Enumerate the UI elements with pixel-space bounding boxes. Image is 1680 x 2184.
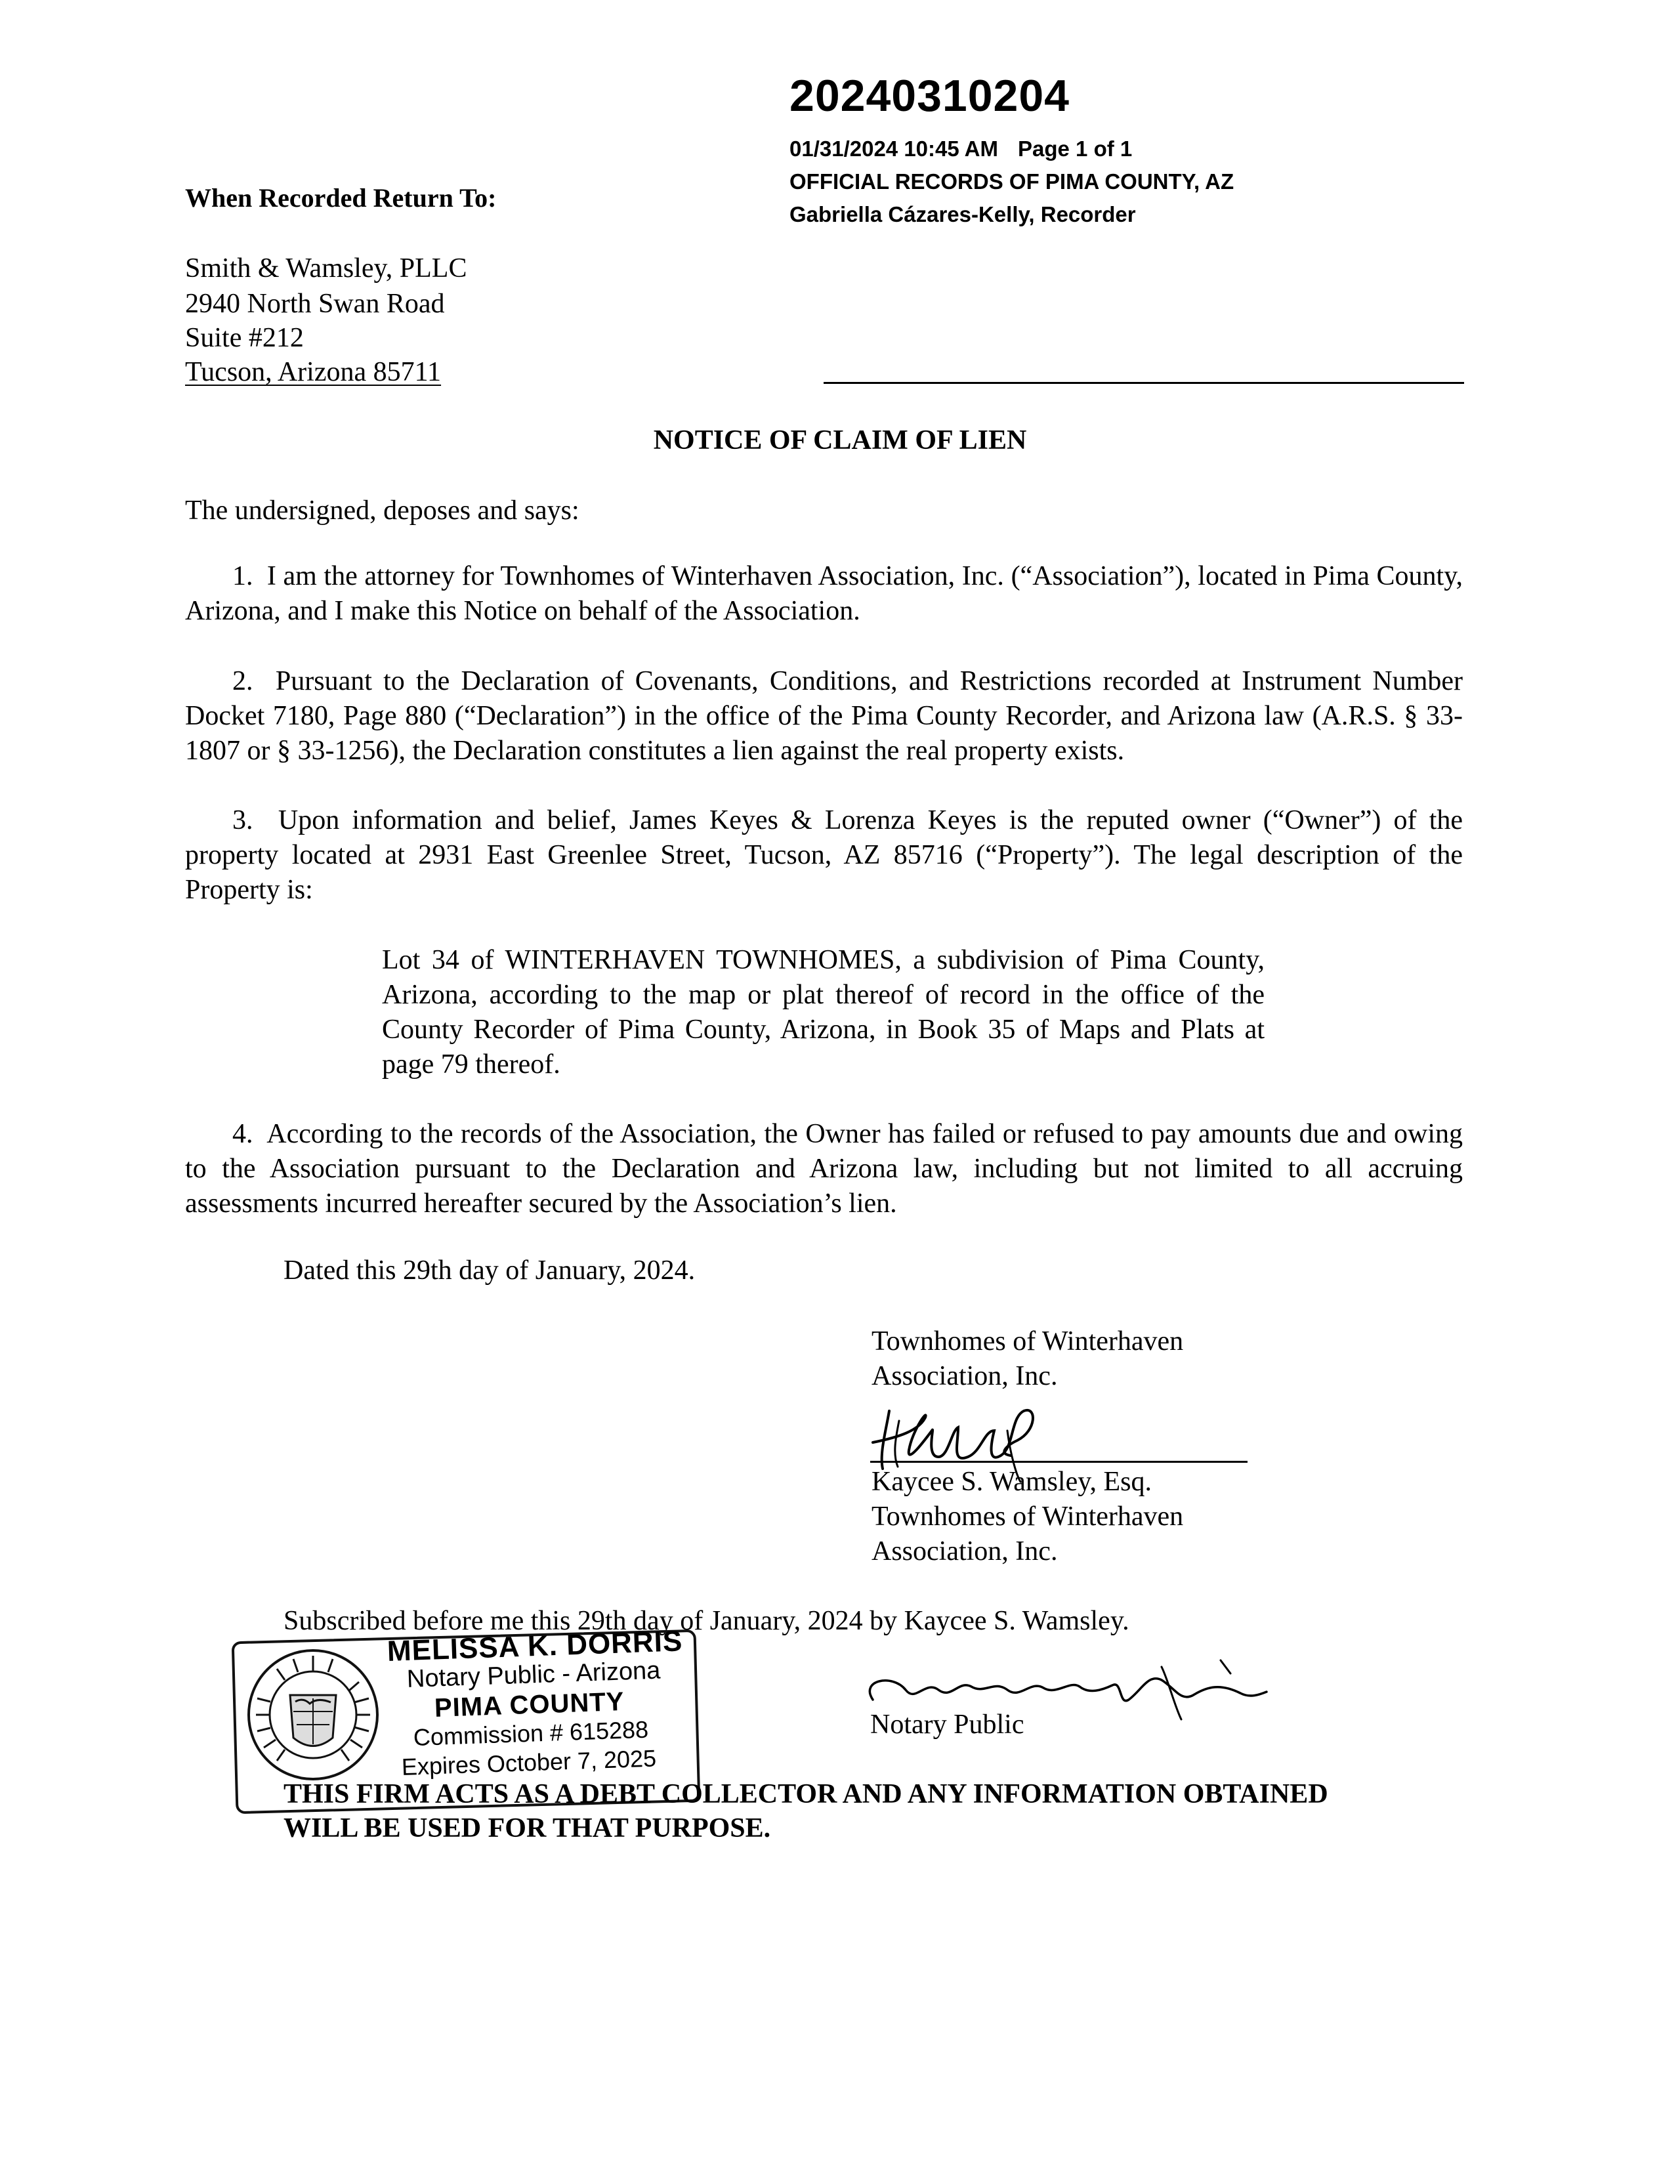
debt-collector-notice bbox=[284, 1777, 1328, 1845]
signatory-role-line: Association, Inc. bbox=[872, 1536, 1058, 1566]
debt-notice-line: THIS FIRM ACTS AS A DEBT COLLECTOR AND ANY INFORMATION OBTAINED bbox=[284, 1779, 1328, 1809]
header-divider bbox=[824, 382, 1464, 384]
stamp-county: PIMA COUNTY bbox=[434, 1687, 625, 1723]
paragraph-text: Upon information and belief, James Keyes & Lorenza Keyes is the reputed owner (“Owner”) of the property located at 2931 East Greenlee Street, Tucson, AZ 85716 (“Property”). The legal description of the Property is: bbox=[185, 805, 1463, 905]
recording-office: OFFICIAL RECORDS OF PIMA COUNTY, AZ bbox=[789, 169, 1234, 194]
intro-text: The undersigned, deposes and says: bbox=[185, 495, 579, 526]
signatory-role-line: Townhomes of Winterhaven bbox=[872, 1502, 1184, 1532]
subscribed-statement: Subscribed before me this 29th day of January, 2024 by Kaycee S. Wamsley. bbox=[284, 1606, 1129, 1636]
signatory-name: Kaycee S. Wamsley, Esq. bbox=[872, 1467, 1152, 1497]
paragraph-text: I am the attorney for Townhomes of Winterhaven Association, Inc. (“Association”), located in Pima County, Arizona, and I make this Notice on behalf of the Association. bbox=[185, 561, 1463, 626]
recording-recorder: Gabriella Cázares-Kelly, Recorder bbox=[789, 202, 1136, 226]
notary-public-label: Notary Public bbox=[870, 1710, 1024, 1740]
stamp-commission: Commission # 615288 bbox=[413, 1715, 649, 1751]
paragraph-2 bbox=[185, 664, 1463, 768]
legal-description: Lot 34 of WINTERHAVEN TOWNHOMES, a subdivision of Pima County, Arizona, according to the map or plat thereof of record in the office of the County Recorder of Pima County, Arizona, in Book 35 of Maps and Plats at page 79 thereof. bbox=[382, 945, 1265, 1080]
signatory-org-line: Association, Inc. bbox=[872, 1361, 1058, 1391]
debt-notice-line: WILL BE USED FOR THAT PURPOSE. bbox=[284, 1813, 771, 1843]
return-address-line: Tucson, Arizona 85711 bbox=[185, 357, 442, 387]
paragraph-3 bbox=[185, 803, 1463, 908]
paragraph-4 bbox=[185, 1117, 1463, 1221]
return-to-label: When Recorded Return To: bbox=[185, 183, 497, 213]
state-seal-icon bbox=[244, 1646, 382, 1784]
document-title: NOTICE OF CLAIM OF LIEN bbox=[653, 425, 1027, 455]
paragraph-number: 4. bbox=[232, 1119, 253, 1149]
recording-page-info: Page 1 of 1 bbox=[1018, 136, 1133, 161]
paragraph-1 bbox=[185, 559, 1463, 629]
stamp-expiration: Expires October 7, 2025 bbox=[401, 1744, 657, 1780]
recording-number: 20240310204 bbox=[789, 71, 1070, 121]
paragraph-number: 2. bbox=[232, 666, 253, 696]
dated-line: Dated this 29th day of January, 2024. bbox=[284, 1255, 696, 1286]
recording-date-line bbox=[789, 138, 1132, 159]
signatory-org-line: Townhomes of Winterhaven bbox=[872, 1326, 1184, 1356]
paragraph-text: Pursuant to the Declaration of Covenants, Conditions, and Restrictions recorded at Instrument Number Docket 7180, Page 880 (“Declaration”) in the office of the Pima County Recorder, and Arizona law (A.R.S. § 33-1807 or § 33-1256), the Declaration constitutes a lien against the real property exists. bbox=[185, 666, 1463, 766]
stamp-notary-title: Notary Public - Arizona bbox=[406, 1656, 661, 1693]
return-address-line: Suite #212 bbox=[185, 323, 304, 353]
paragraph-number: 1. bbox=[232, 561, 253, 591]
recording-date-time: 01/31/2024 10:45 AM bbox=[789, 136, 998, 161]
paragraph-text: According to the records of the Association, the Owner has failed or refused to pay amounts due and owing to the Association pursuant to the Declaration and Arizona law, including but not limited to all accruing assessments incurred hereafter secured by the Association’s lien. bbox=[185, 1119, 1463, 1219]
stamp-notary-name: MELISSA K. DORRIS bbox=[387, 1625, 684, 1668]
return-address-line: 2940 North Swan Road bbox=[185, 289, 445, 319]
paragraph-number: 3. bbox=[232, 805, 253, 835]
return-address-line: Smith & Wamsley, PLLC bbox=[185, 253, 467, 284]
attorney-signature-line bbox=[870, 1461, 1248, 1463]
